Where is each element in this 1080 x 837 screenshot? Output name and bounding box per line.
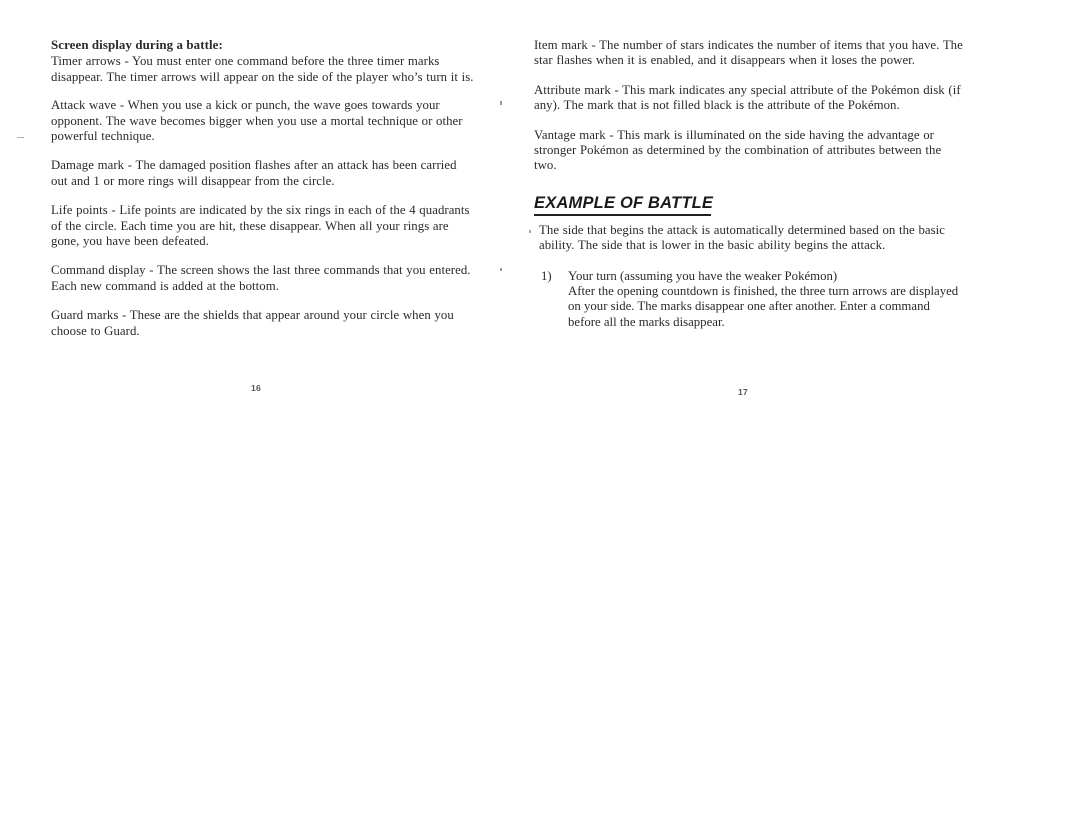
- battle-steps-list: [534, 269, 964, 331]
- section-heading-example-of-battle: EXAMPLE OF BATTLE: [534, 193, 714, 212]
- paragraph-item-mark: Item mark - The number of stars indicates the number of items that you have. The star flashes when it is enabled, and it disappears when it loses the power.: [534, 38, 963, 68]
- paragraph-command-display: Command display - The screen shows the last three commands that you entered. Each new command is added at the bottom.: [51, 263, 471, 293]
- scan-artifact-speck: [500, 101, 502, 105]
- example-of-battle-section-header: [534, 193, 714, 216]
- paragraph-guard-marks: Guard marks - These are the shields that appear around your circle when you choose to Guard.: [51, 308, 454, 338]
- paragraph-attribute-mark: Attribute mark - This mark indicates any special attribute of the Pokémon disk (if any). The mark that is not filled black is the attribute of the Pokémon.: [534, 82, 961, 113]
- page-number-right: 17: [738, 387, 749, 397]
- scan-artifact-speck: [17, 137, 24, 138]
- paragraph-attack-wave: Attack wave - When you use a kick or punch, the wave goes towards your opponent. The wave becomes bigger when you use a mortal technique or other powerful technique.: [51, 98, 463, 144]
- battle-step-body: After the opening countdown is finished, the three turn arrows are displayed on your side. The marks disappear one after another. Enter a command before all the marks disappear.: [568, 284, 959, 329]
- right-page-column: [534, 38, 964, 330]
- paragraph-timer-arrows: Timer arrows - You must enter one command before the three timer marks disappear. The timer arrows will appear on the side of the player who’s turn it is.: [51, 54, 474, 84]
- paragraph-damage-mark: Damage mark - The damaged position flashes after an attack has been carried out and 1 or more rings will disappear from the circle.: [51, 158, 457, 188]
- paragraph-example-intro: The side that begins the attack is automatically determined based on the basic ability. The side that is lower in the basic ability begins the attack.: [539, 222, 945, 253]
- scan-artifact-speck: [500, 268, 502, 271]
- left-page-column: [51, 38, 475, 339]
- page-number-left: 16: [251, 383, 262, 393]
- list-marker: 1): [541, 268, 552, 283]
- left-page-heading: Screen display during a battle:: [51, 38, 223, 52]
- paragraph-vantage-mark: Vantage mark - This mark is illuminated on the side having the advantage or stronger Pokémon as determined by the combination of attributes between the two.: [534, 127, 942, 173]
- battle-step-item: [541, 269, 964, 331]
- paragraph-life-points: Life points - Life points are indicated by the six rings in each of the 4 quadrants of the circle. Each time you are hit, these disappear. When all your rings are gone, you have been defeated.: [51, 203, 470, 249]
- section-heading-underline-rule: [534, 214, 711, 216]
- scan-artifact-speck: [529, 230, 531, 233]
- battle-step-title: Your turn (assuming you have the weaker Pokémon): [568, 268, 838, 283]
